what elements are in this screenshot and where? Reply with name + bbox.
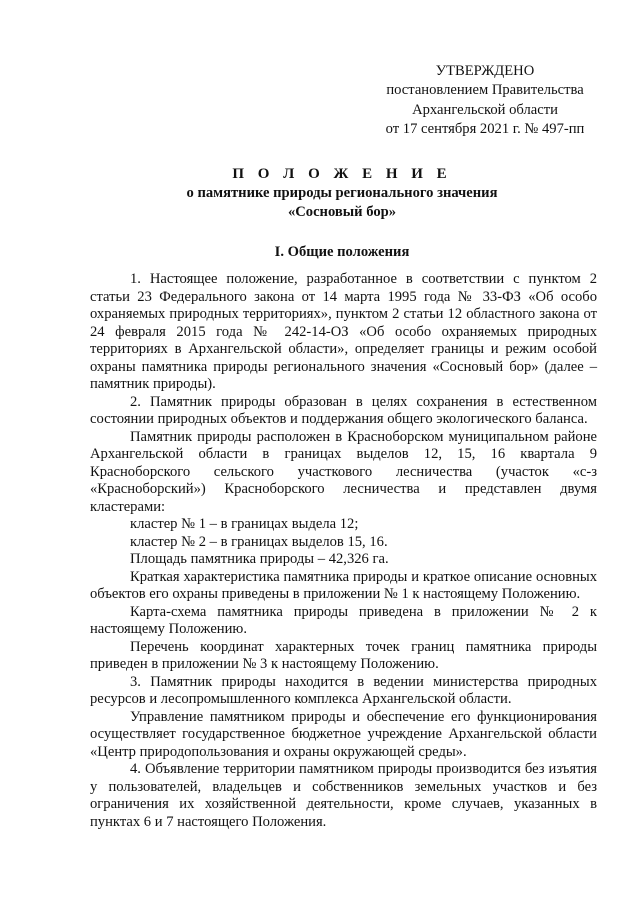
document-title-block bbox=[0, 165, 640, 222]
paragraph-2: 2. Памятник природы образован в целях сохранения в естественном состоянии природных объектов и поддержания общего экологического баланса. bbox=[90, 393, 597, 427]
paragraph-1: 1. Настоящее положение, разработанное в соответствии с пунктом 2 статьи 23 Федерального закона от 14 марта 1995 года № 33-ФЗ «Об особо охраняемых природных территориях», пунктом 2 статьи 12 областного закона от 24 февраля 2015 года № 242-14-ОЗ «Об особо охраняемых природных территориях в Архангельской области», определяет границы и режим особой охраны памятника природы регионального значения «Сосновый бор» (далее – памятник природы). bbox=[90, 271, 597, 392]
paragraph-management: Управление памятником природы и обеспечение его функционирования осуществляет государственное бюджетное учреждение Архангельской области «Центр природопользования и охраны окружающей среды». bbox=[90, 708, 597, 760]
document-subtitle: о памятнике природы регионального значения bbox=[186, 185, 498, 201]
approval-title: УТВЕРЖДЕНО bbox=[435, 63, 535, 79]
document-object-name: «Сосновый бор» bbox=[287, 204, 397, 220]
approval-date-number: от 17 сентября 2021 г. № 497-пп bbox=[385, 121, 585, 138]
approval-region: Архангельской области bbox=[412, 101, 558, 118]
paragraph-appendix-3: Перечень координат характерных точек границ памятника природы приведен в приложении № 3 к настоящему Положению. bbox=[90, 638, 597, 672]
approval-authority: постановлением Правительства bbox=[386, 82, 584, 99]
paragraph-location: Памятник природы расположен в Красноборском муниципальном районе Архангельской области в границах выделов 12, 15, 16 квартала 9 Красноборского сельского участкового лесничества (участок «с-з «Красноборский») Красноборского лесничества и представлен двумя кластерами: bbox=[90, 428, 597, 515]
approval-stamp bbox=[372, 62, 598, 140]
paragraph-3: 3. Памятник природы находится в ведении министерства природных ресурсов и лесопромышленного комплекса Архангельской области. bbox=[90, 673, 597, 707]
cluster-2-item: кластер № 2 – в границах выделов 15, 16. bbox=[130, 533, 388, 550]
area-item: Площадь памятника природы – 42,326 га. bbox=[130, 551, 389, 567]
cluster-1-item: кластер № 1 – в границах выдела 12; bbox=[130, 516, 359, 532]
section-heading: I. Общие положения bbox=[274, 244, 410, 260]
paragraph-appendix-2: Карта-схема памятника природы приведена в приложении № 2 к настоящему Положению. bbox=[90, 603, 597, 637]
paragraph-appendix-1: Краткая характеристика памятника природы и краткое описание основных объектов его охраны приведены в приложении № 1 к настоящему Положению. bbox=[90, 568, 597, 602]
paragraph-4: 4. Объявление территории памятником природы производится без изъятия у пользователей, владельцев и собственников земельных участков и без ограничения их хозяйственной деятельности, кроме случаев, указанных в пунктах 6 и 7 настоящего Положения. bbox=[90, 761, 597, 830]
document-title: П О Л О Ж Е Н И Е bbox=[232, 166, 452, 182]
document-body bbox=[90, 271, 597, 831]
